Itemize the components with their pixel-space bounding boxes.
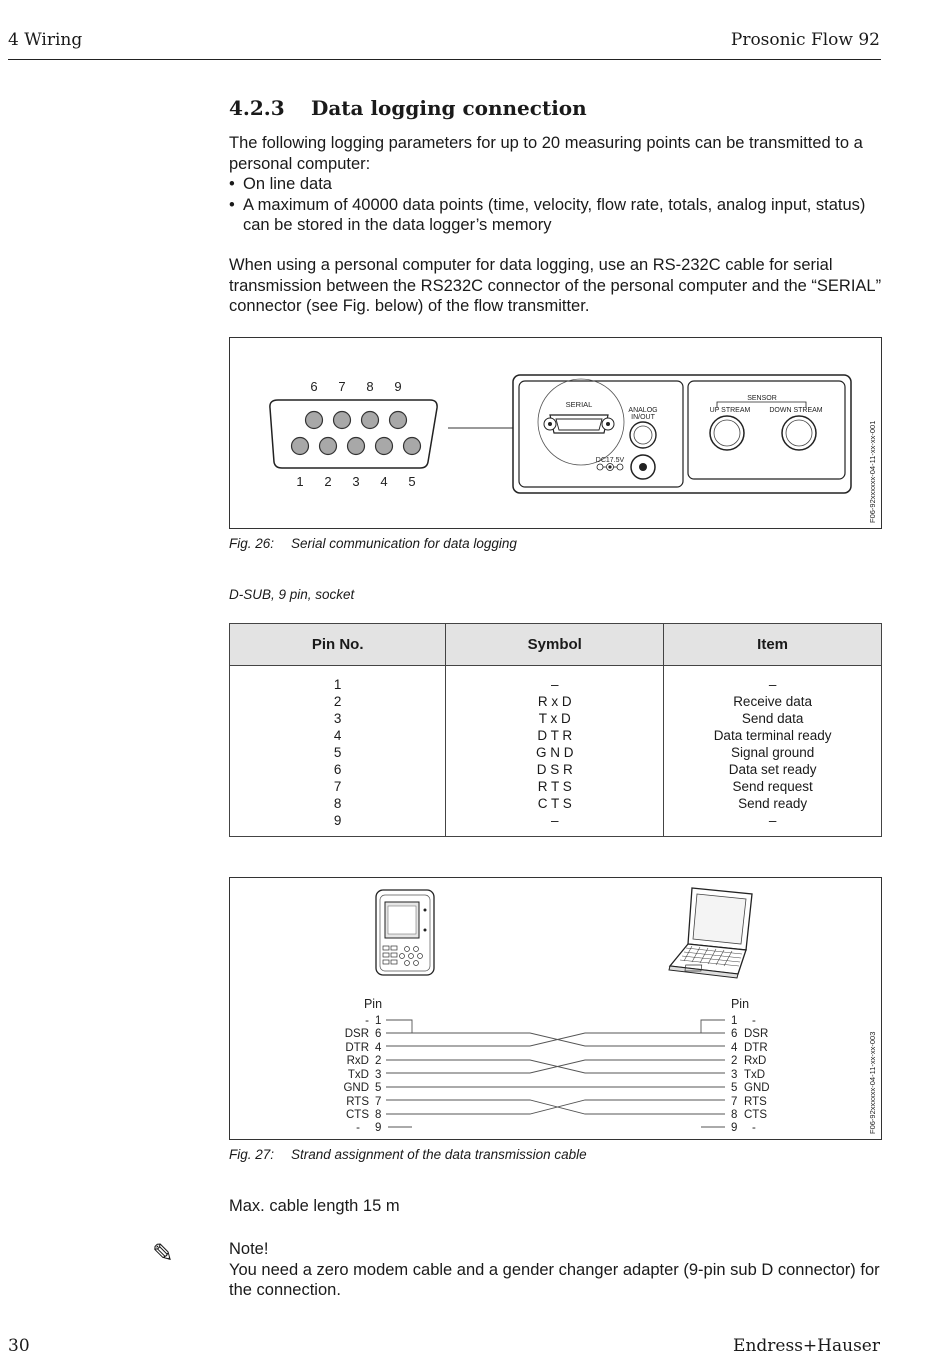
pin-symbol: – [551, 677, 559, 692]
brand-name: Endress+Hauser [733, 1336, 880, 1356]
dsub-pin-6 [306, 412, 323, 429]
note-title: Note! [229, 1240, 269, 1258]
right-pin: 9 [731, 1122, 738, 1134]
intro-text: The following logging parameters for up to 20 measuring points can be transmitted to a personal computer: [229, 134, 863, 173]
left-signal: RTS [346, 1096, 369, 1108]
right-pin: 6 [731, 1028, 738, 1040]
left-pin: 5 [375, 1082, 382, 1094]
dsub-pin-1 [292, 438, 309, 455]
pin-symbol: D S R [536, 762, 573, 777]
right-pin: 2 [731, 1055, 738, 1067]
left-pin: 3 [375, 1069, 382, 1081]
upstream-port [710, 416, 744, 450]
right-pin: 5 [731, 1082, 738, 1094]
left-signal: CTS [346, 1109, 369, 1121]
pencil-icon: ✎ [152, 1238, 174, 1268]
pin-symbol: – [551, 813, 559, 828]
figure-ref-code: F06-92xxxxxx-04-11-xx-xx-001 [868, 420, 877, 523]
wire-txd-rxd [386, 1060, 725, 1073]
right-signal: CTS [744, 1109, 767, 1121]
table-title: D-SUB, 9 pin, socket [229, 587, 355, 602]
column-header: Symbol [446, 624, 664, 666]
sensor-label: SENSOR [747, 395, 777, 402]
section-title [229, 96, 587, 120]
pin-symbol: C T S [537, 796, 572, 811]
wire-rxd-txd [386, 1060, 725, 1073]
dsub-pin-4 [376, 438, 393, 455]
bottom-pin-label: 3 [352, 474, 360, 489]
right-pin: 8 [731, 1109, 738, 1121]
pin-number: 3 [333, 711, 342, 726]
intro-block [229, 133, 889, 236]
right-pin: 4 [731, 1042, 738, 1054]
pin-item: Data set ready [728, 762, 817, 777]
symbol-column [446, 666, 664, 837]
dsub-connector-outline [270, 400, 437, 468]
cable-diagram [230, 878, 881, 1139]
pin-item: Signal ground [730, 745, 815, 760]
bottom-pin-label: 1 [296, 474, 304, 489]
handheld-device-illustration [376, 890, 434, 975]
column-header: Item [664, 624, 882, 666]
figure-caption [229, 1147, 587, 1162]
bullet-item: • On line data [229, 174, 889, 195]
caption-text: Strand assignment of the data transmission cable [291, 1147, 587, 1162]
dsub-pin-8 [362, 412, 379, 429]
analog-label: IN/OUT [631, 414, 655, 421]
bottom-pin-label: 5 [408, 474, 416, 489]
chapter-heading: 4 Wiring [8, 30, 83, 50]
left-pin: 2 [375, 1055, 382, 1067]
pin-symbol: R T S [537, 779, 572, 794]
item-column [664, 666, 882, 837]
bottom-pin-label: 4 [380, 474, 388, 489]
caption-number: Fig. 27: [229, 1147, 275, 1162]
laptop-illustration [669, 888, 752, 978]
left-pin: 6 [375, 1028, 382, 1040]
note-block [229, 1239, 889, 1301]
wire-cts-rts [386, 1100, 725, 1114]
bottom-pin-label: 2 [324, 474, 332, 489]
dsub-pin-7 [334, 412, 351, 429]
top-pin-label: 7 [338, 379, 346, 394]
right-signal: RxD [744, 1055, 767, 1067]
wire-dsr-dtr [386, 1033, 725, 1046]
polarity-symbol [597, 464, 623, 471]
caption-text: Serial communication for data logging [291, 536, 517, 551]
left-signal: TxD [347, 1069, 369, 1081]
right-signal: GND [744, 1082, 770, 1094]
right-pin: 1 [731, 1015, 738, 1027]
figure-serial-connector [229, 337, 882, 529]
right-signal: TxD [744, 1069, 766, 1081]
dsub-pin-5 [404, 438, 421, 455]
pin-number: 8 [333, 796, 342, 811]
right-signal: DSR [744, 1028, 769, 1040]
note-text: You need a zero modem cable and a gender changer adapter (9-pin sub D connector) for the connection. [229, 1260, 880, 1299]
downstream-label: DOWN STREAM [769, 407, 823, 414]
wire-bridge-left [386, 1020, 412, 1033]
dsub-pin-9 [390, 412, 407, 429]
upstream-label: UP STREAM [709, 407, 751, 414]
pin-symbol: G N D [536, 745, 574, 760]
pin-number: 5 [333, 745, 342, 760]
left-signal: GND [343, 1082, 369, 1094]
figure-ref-code: F06-92xxxxxx-04-11-xx-xx-003 [868, 1031, 877, 1134]
left-pin: 7 [375, 1096, 382, 1108]
cable-strands [386, 1020, 725, 1127]
right-signal: DTR [744, 1042, 768, 1054]
column-header: Pin No. [230, 624, 446, 666]
pin-number: 1 [333, 677, 342, 692]
right-pin: 7 [731, 1096, 738, 1108]
left-pin: 1 [375, 1015, 382, 1027]
cable-length-text: Max. cable length 15 m [229, 1197, 400, 1215]
dsub-pin-3 [348, 438, 365, 455]
pin-symbol: D T R [537, 728, 573, 743]
pin-number-column [230, 666, 446, 837]
header-rule [8, 59, 881, 60]
section-number: 4.2.3 [229, 96, 285, 120]
top-pin-label: 9 [394, 379, 402, 394]
right-signal: - [752, 1015, 756, 1027]
caption-number: Fig. 26: [229, 536, 275, 551]
serial-diagram [230, 338, 881, 528]
paragraph-rs232: When using a personal computer for data logging, use an RS-232C cable for serial transmission between the RS232C connector of the personal computer and the “SERIAL” connector (see Fig. below) of the flow transmitter. [229, 256, 882, 315]
left-pin: 4 [375, 1042, 382, 1054]
dsub-pin-2 [320, 438, 337, 455]
pin-number: 7 [333, 779, 342, 794]
left-signal: - [365, 1015, 369, 1027]
pin-number: 6 [333, 762, 342, 777]
pin-item: Send request [732, 779, 813, 794]
product-name: Prosonic Flow 92 [730, 30, 880, 50]
left-signal: - [356, 1122, 360, 1134]
wire-bridge-right [701, 1020, 725, 1033]
dc-voltage-label: DC17.5V [595, 457, 625, 464]
left-signal: DTR [345, 1042, 369, 1054]
serial-label: SERIAL [565, 400, 593, 409]
right-pin: 3 [731, 1069, 738, 1081]
left-pin-heading: Pin [363, 997, 383, 1011]
pin-symbol: T x D [538, 711, 571, 726]
pin-table [229, 623, 882, 837]
section-title-text: Data logging connection [311, 96, 587, 120]
downstream-port [782, 416, 816, 450]
pin-item: Data terminal ready [713, 728, 832, 743]
pin-item: Send ready [738, 796, 808, 811]
wire-rts-cts [386, 1100, 725, 1114]
figure-caption [229, 536, 517, 551]
page-number: 30 [8, 1336, 30, 1356]
left-pin: 9 [375, 1122, 382, 1134]
wire-dtr-dsr [386, 1033, 725, 1046]
serial-port [544, 415, 614, 433]
right-signal: RTS [744, 1096, 767, 1108]
right-pin-heading: Pin [730, 997, 750, 1011]
pin-symbol: R x D [537, 694, 572, 709]
pin-item: – [768, 677, 777, 692]
figure-cable-strands [229, 877, 882, 1140]
right-signal: - [752, 1122, 756, 1134]
analog-label: ANALOG [628, 407, 658, 414]
left-pin: 8 [375, 1109, 382, 1121]
pin-number: 9 [333, 813, 342, 828]
left-signal: DSR [344, 1028, 369, 1040]
pin-item: Send data [741, 711, 804, 726]
pin-number: 2 [333, 694, 342, 709]
pin-number: 4 [333, 728, 342, 743]
left-signal: RxD [346, 1055, 369, 1067]
bullet-list [229, 174, 889, 236]
bullet-item: • A maximum of 40000 data points (time, velocity, flow rate, totals, analog input, status) can be stored in the data logger’s memory [229, 195, 889, 236]
pin-item: Receive data [733, 694, 812, 709]
top-pin-label: 8 [366, 379, 374, 394]
pin-item: – [768, 813, 777, 828]
top-pin-label: 6 [310, 379, 318, 394]
